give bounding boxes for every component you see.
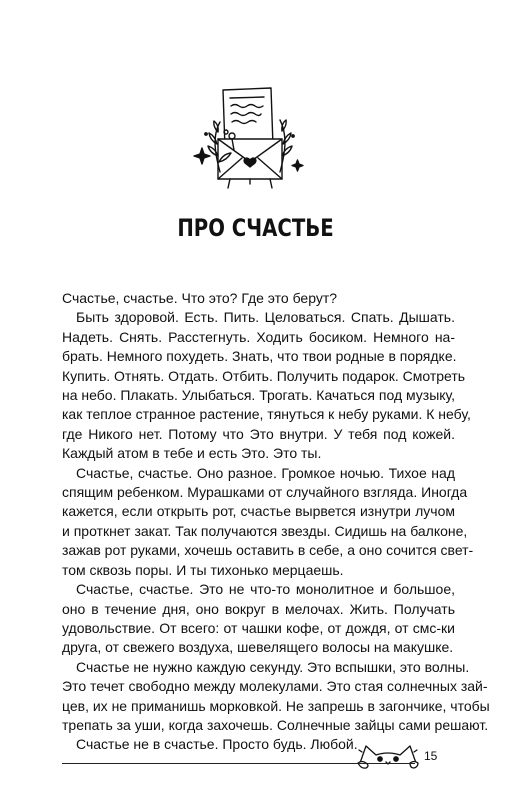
- text-line: Быть здоровой. Есть. Пить. Целоваться. Спать. Дышать.: [76, 309, 455, 326]
- text-line: Это течет свободно между молекулами. Это стая солнечных зай-: [62, 678, 488, 695]
- text-line: кажется, если открыть рот, счастье вырвется изнутри лучом: [62, 503, 455, 520]
- envelope-letter-flowers-icon: [190, 84, 310, 194]
- text-line: как теплое странное растение, тянуться к небу руками. К небу,: [62, 406, 471, 423]
- text-line: и проткнет закат. Так получаются звезды. Сидишь на балконе,: [62, 522, 468, 539]
- chapter-title: ПРО СЧАСТЬЕ: [177, 214, 334, 242]
- text-line: Счастье, счастье. Что это? Где это берут?: [62, 290, 338, 306]
- body-text: [62, 289, 490, 755]
- text-line: цев, их не приманишь морковкой. Не запрешь в загончике, чтобы: [62, 697, 490, 714]
- text-line: брать. Немного похудеть. Знать, что твои родные в порядке.: [62, 348, 457, 365]
- paragraph: [62, 289, 455, 308]
- peeking-cat-icon: [356, 740, 420, 770]
- text-line: спящим ребенком. Мурашками от случайного взгляда. Иногда: [62, 484, 468, 501]
- paragraph: [62, 308, 471, 463]
- text-line: удовольствие. От всего: от чашки кофе, от дождя, от смс-ки: [62, 619, 455, 636]
- text-line: том сквозь поры. И ты тихонько мерцаешь.: [62, 561, 344, 578]
- paragraph: [62, 580, 455, 658]
- text-line: на небо. Плакать. Улыбаться. Трогать. Качаться под музыку,: [62, 387, 456, 404]
- page-number: 15: [424, 749, 438, 763]
- footer-rule: [62, 763, 415, 764]
- text-line: Надеть. Снять. Расстегнуть. Ходить босиком. Немного на-: [62, 328, 455, 345]
- text-line: Счастье не нужно каждую секунду. Это вспышки, это волны.: [76, 658, 470, 675]
- text-line: Купить. Отнять. Отдать. Отбить. Получить подарок. Смотреть: [62, 367, 466, 384]
- text-line: где Никого нет. Потому что Это внутри. У тебя под кожей.: [62, 425, 455, 442]
- text-line: друга, от свежего воздуха, шевелящего волосы на макушке.: [62, 639, 454, 656]
- text-line: зажав рот руками, хочешь оставить в себе, а оно сочится свет-: [62, 542, 474, 559]
- paragraph: [62, 464, 474, 580]
- text-line: Счастье, счастье. Это не что-то монолитное и большое,: [76, 581, 455, 598]
- paragraph: [62, 658, 490, 736]
- text-line: Счастье, счастье. Оно разное. Громкое ночью. Тихое над: [76, 464, 455, 481]
- text-line: трепать за уши, когда захочешь. Солнечные зайцы сами решают.: [62, 716, 489, 733]
- text-line: Счастье не в счастье. Просто будь. Любой.: [76, 736, 358, 753]
- text-line: Каждый атом в тебе и есть Это. Это ты.: [62, 445, 322, 462]
- text-line: оно в течение дня, оно вокруг в мелочах. Жить. Получать: [62, 600, 455, 617]
